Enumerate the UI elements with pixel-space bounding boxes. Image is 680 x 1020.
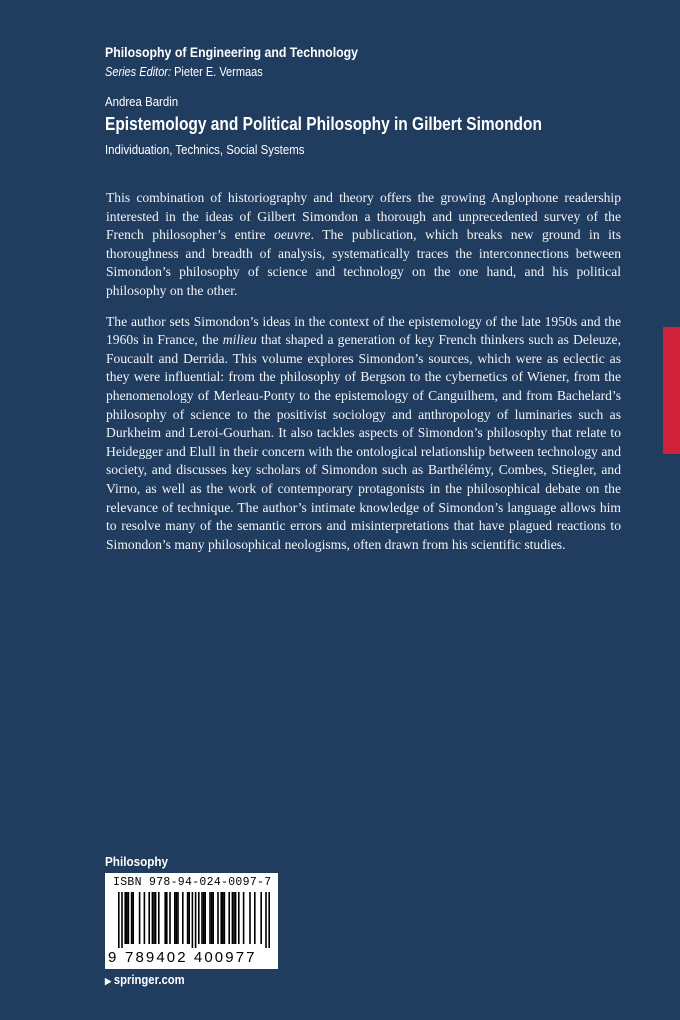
book-author: Andrea Bardin [105,94,179,109]
blurb [106,189,621,566]
blurb-p1-emphasis: oeuvre [274,227,311,243]
barcode-bar [222,892,224,944]
ean-first-digit: 9 [108,949,117,966]
barcode-bar [124,892,126,944]
blurb-p2-part-b: that shaped a generation of key French thinkers such as Deleuze, Foucault and Derrida. This volume explores Simondon’s sources, which were as eclectic as they were influential: from the philosophy of Bergson to the cybernetics of Wiener, from the phenomenology of Merleau-Ponty to the epistemology of Canguilhem, and from Bachelard’s philosophy of science to the positivist sociology and anthropology of luminaries such as Durkheim and Leroi-Gourhan. It also tackles aspects of Simondon’s philosophy that relate to Heidegger and Elull in their concern with the ontological relationship between technology and society, and discusses key scholars of Simondon such as Barthélémy, Combes, Stiegler, and Virno, as well as the work of contemporary protagonists in the philosophical debate on the relevance of technique. The author’s intimate knowledge of Simondon’s language allows him to resolve many of the semantic errors and misinterpretations that have plagued reactions to Simondon’s many philosophical neologisms, often drawn from his scientific studies. [106,332,621,552]
barcode-bar [235,892,237,944]
series-editor-label: Series Editor: [105,65,172,79]
barcode-bar [188,892,190,944]
barcode-bar [128,892,130,944]
barcode-bar [126,892,128,944]
isbn-label: ISBN 978-94-024-0097-7 [113,876,272,889]
barcode-bar [228,892,230,944]
barcode-bar [268,892,270,948]
blurb-p1-part-a: This combination of historiography and theory offers the growing Anglophone readership interested in the ideas of Gilbert Simondon a thorough and unprecedented survey of the French philosopher’s entire [106,190,621,243]
barcode-bar [238,892,240,944]
spine-color-tab [663,327,680,454]
barcode-bar [169,892,171,944]
barcode-bar [166,892,168,944]
barcode-bar [243,892,245,944]
barcode-bar [249,892,251,944]
barcode-bar [144,892,146,944]
barcode-bar [177,892,179,944]
barcode-bar [148,892,150,944]
barcode-bar [158,892,160,944]
barcode-bar [233,892,235,944]
blurb-paragraph-2 [106,313,621,555]
barcode-bar [220,892,222,944]
blurb-p2-part-a: The author sets Simondon’s ideas in the context of the epistemology of the late 1950s and the 1960s in France, the [106,313,621,348]
barcode-bar [176,892,178,944]
barcode-bar [201,892,203,944]
barcode-bar [212,892,214,944]
barcode-bar [118,892,120,948]
barcode-bar [203,892,205,944]
publisher-link[interactable] [105,973,185,987]
blurb-paragraph-1 [106,189,621,301]
book-subtitle: Individuation, Technics, Social Systems [105,142,305,157]
barcode-bar [187,892,189,944]
barcode-box [105,873,278,969]
barcode-bar [254,892,256,944]
blurb-p2-emphasis: milieu [222,332,257,348]
barcode-bar [192,892,194,948]
series-editor [105,65,263,79]
blurb-p1-part-b: . The publication, which breaks new ground in its thoroughness and breadth of analysis, systematically traces the interconnections between Simondon’s philosophy of science and technology on the one hand, and his political philosophy on the other. [106,227,621,298]
barcode-bar [152,892,154,944]
barcode-bar [182,892,184,944]
barcode-bar [265,892,267,948]
book-title: Epistemology and Political Philosophy in Gilbert Simondon [105,114,542,134]
series-title: Philosophy of Engineering and Technology [105,44,359,60]
barcode-bar [174,892,176,944]
barcode-bar [217,892,219,944]
barcode-bar [153,892,155,944]
barcode-bar [131,892,133,944]
barcode-bar [209,892,211,944]
barcode-bar [211,892,213,944]
barcode-bar [195,892,197,948]
barcode-bar [139,892,141,944]
barcode-bar [121,892,123,948]
ean-remaining-digits: 789402 400977 [125,949,257,966]
arrow-right-icon: ▶ [105,976,112,986]
barcode-bar [232,892,234,944]
barcode-bar [224,892,226,944]
series-editor-name: Pieter E. Vermaas [171,65,263,79]
barcode-bar [260,892,262,944]
category-label: Philosophy [105,854,169,869]
barcode-bar [204,892,206,944]
barcode-bar [155,892,157,944]
barcode-bar [132,892,134,944]
barcode-bar [164,892,166,944]
publisher-url: springer.com [113,973,185,987]
barcode-bar [198,892,200,944]
barcode-bars [118,892,270,948]
